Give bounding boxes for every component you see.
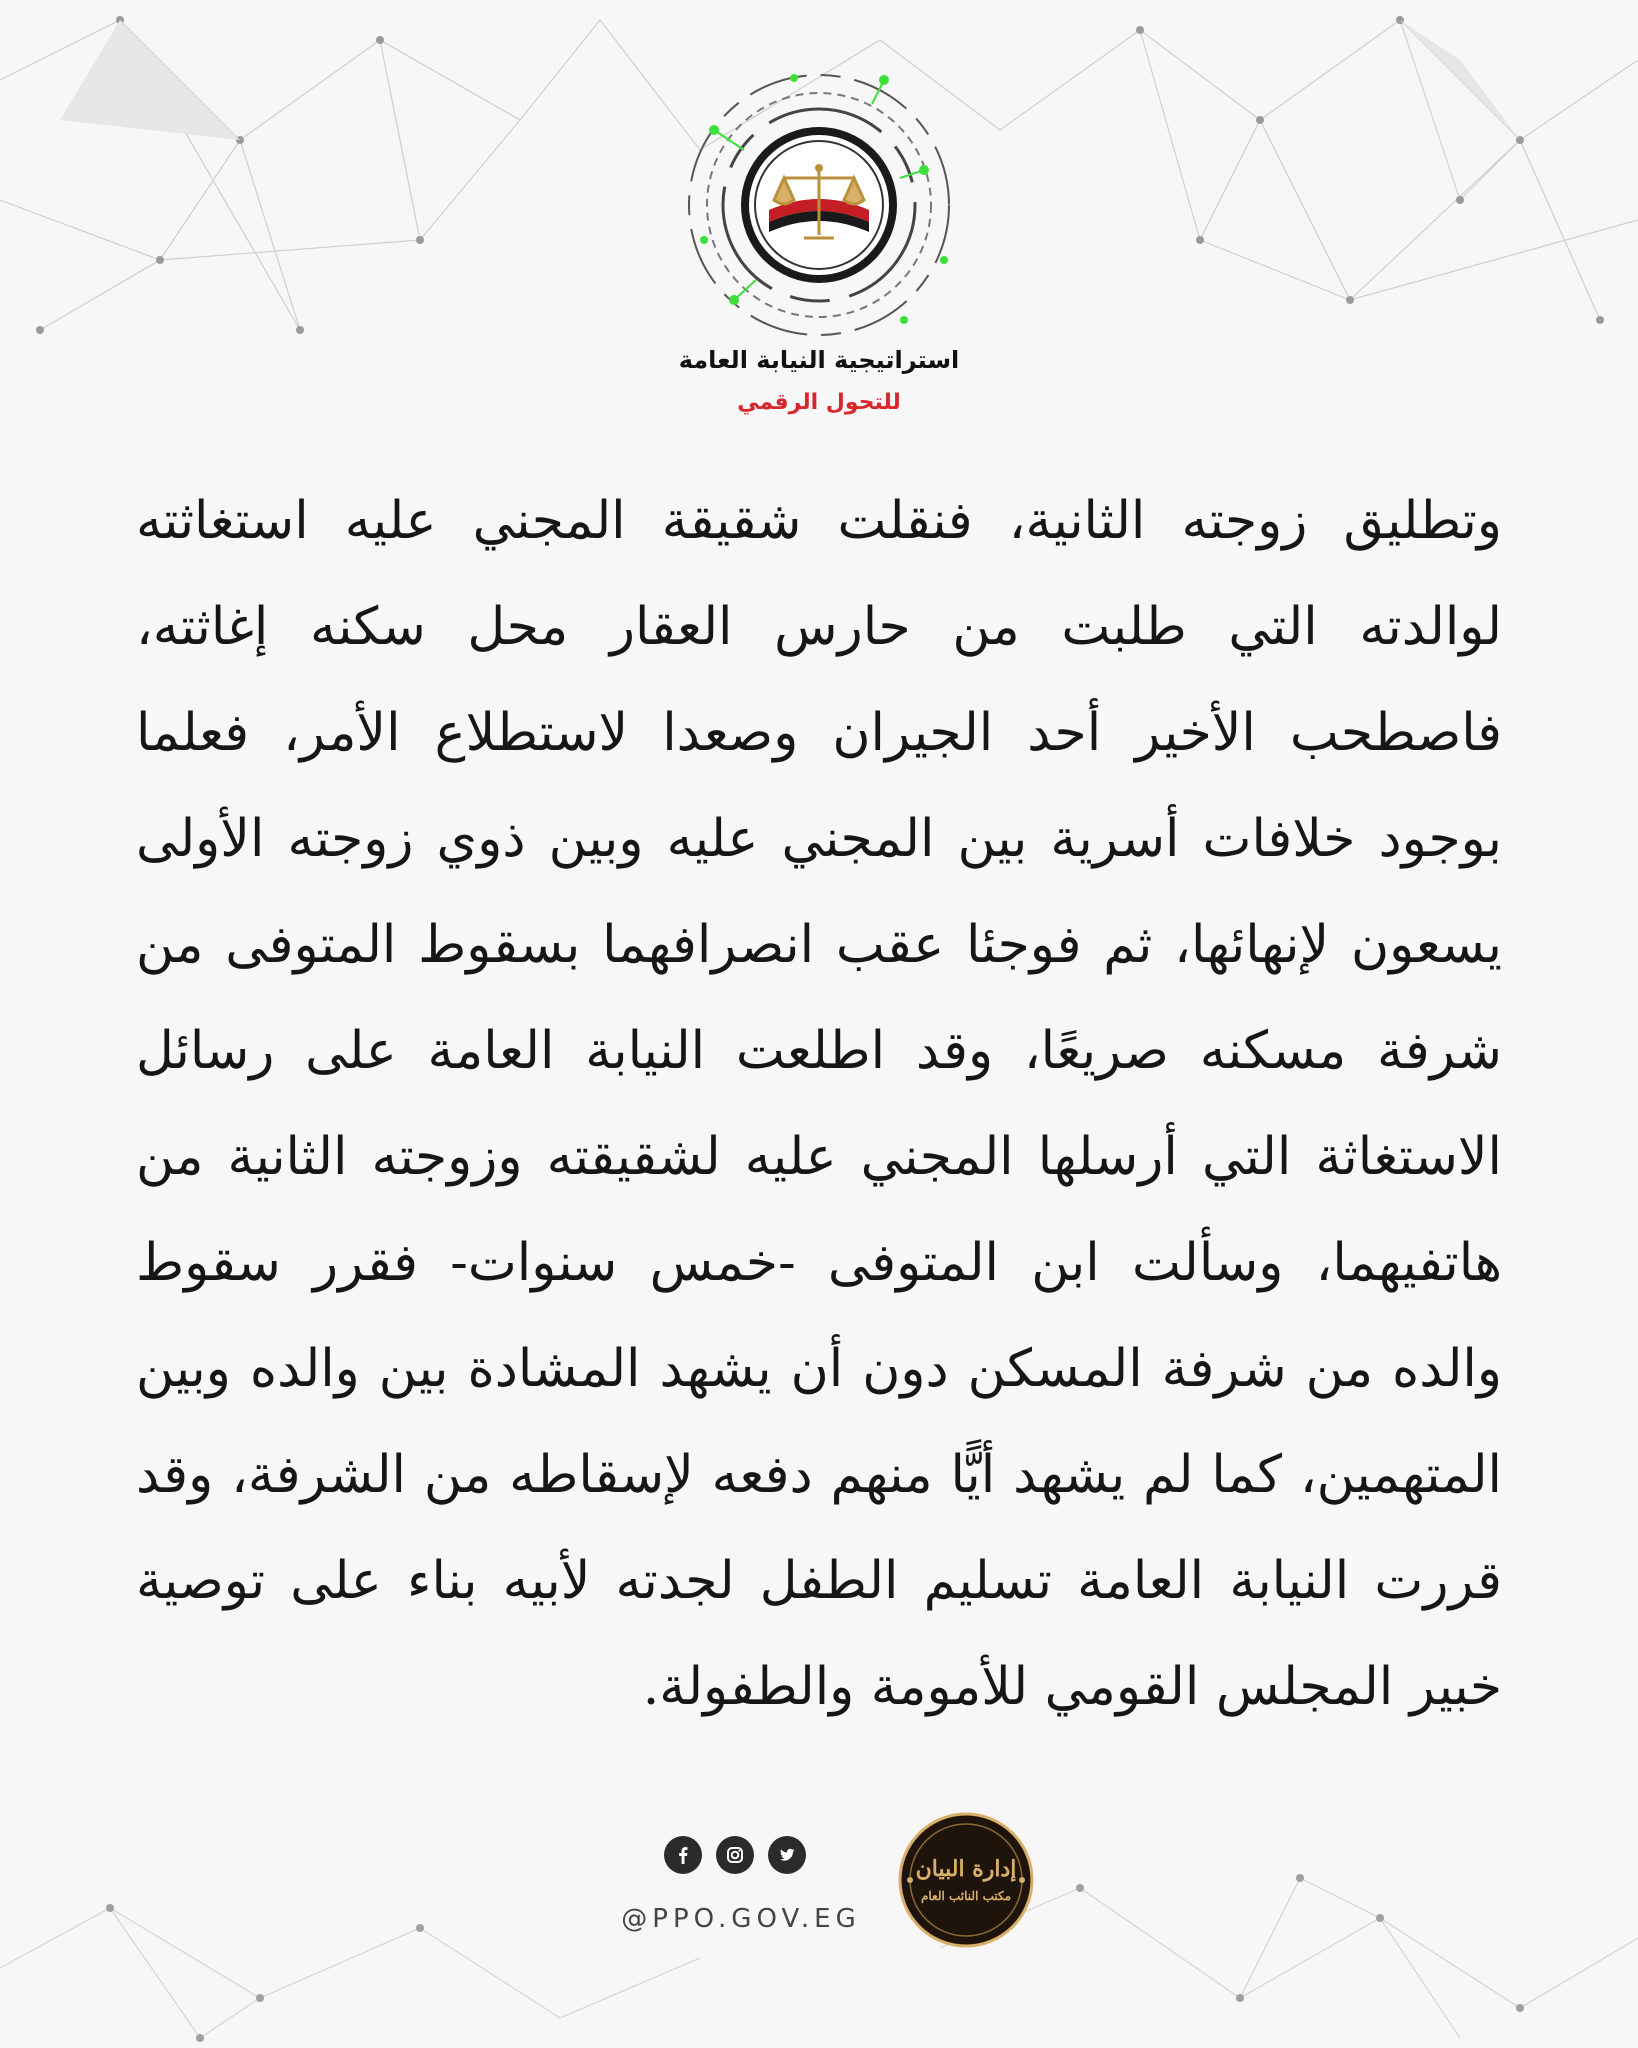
statement-office-seal (896, 1810, 1036, 1950)
seal-title: إدارة البيان (915, 1856, 1017, 1882)
twitter-icon[interactable] (768, 1836, 806, 1874)
social-handle[interactable]: @PPO.GOV.EG (621, 1904, 861, 1934)
strategy-logo (0, 60, 1638, 350)
seal-text (896, 1810, 1036, 1950)
social-links (664, 1836, 806, 1874)
seal-subtitle: مكتب النائب العام (920, 1889, 1012, 1903)
instagram-icon[interactable] (716, 1836, 754, 1874)
strategy-title: استراتيجية النيابة العامة (678, 346, 960, 374)
facebook-icon[interactable] (664, 1836, 702, 1874)
scales-of-justice-emblem (674, 60, 964, 350)
strategy-subtitle: للتحول الرقمي (737, 390, 901, 415)
statement-paragraph: وتطليق زوجته الثانية، فنقلت شقيقة المجني عليه استغاثته لوالدته التي طلبت من حارس العقار محل سكنه إغاثته، فاصطحب الأخير أحد الجيران وصعدا لاستطلاع الأمر، فعلما بوجود خلافات أسرية بين المجني عليه وبين ذوي زوجته الأولى يسعون لإنهائها، ثم فوجئا عقب انصرافهما بسقوط المتوفى من شرفة مسكنه صريعًا، وقد اطلعت النيابة العامة على رسائل الاستغاثة التي أرسلها المجني عليه لشقيقته وزوجته الثانية من هاتفيهما، وسألت ابن المتوفى -خمس سنوات- فقرر سقوط والده من شرفة المسكن دون أن يشهد المشادة بين والده وبين المتهمين، كما لم يشهد أيًّا منهم دفعه لإسقاطه من الشرفة، وقد قررت النيابة العامة تسليم الطفل لجدته لأبيه بناء على توصية خبير المجلس القومي للأمومة والطفولة. (136, 491, 1502, 1717)
footer (0, 1800, 1638, 1970)
